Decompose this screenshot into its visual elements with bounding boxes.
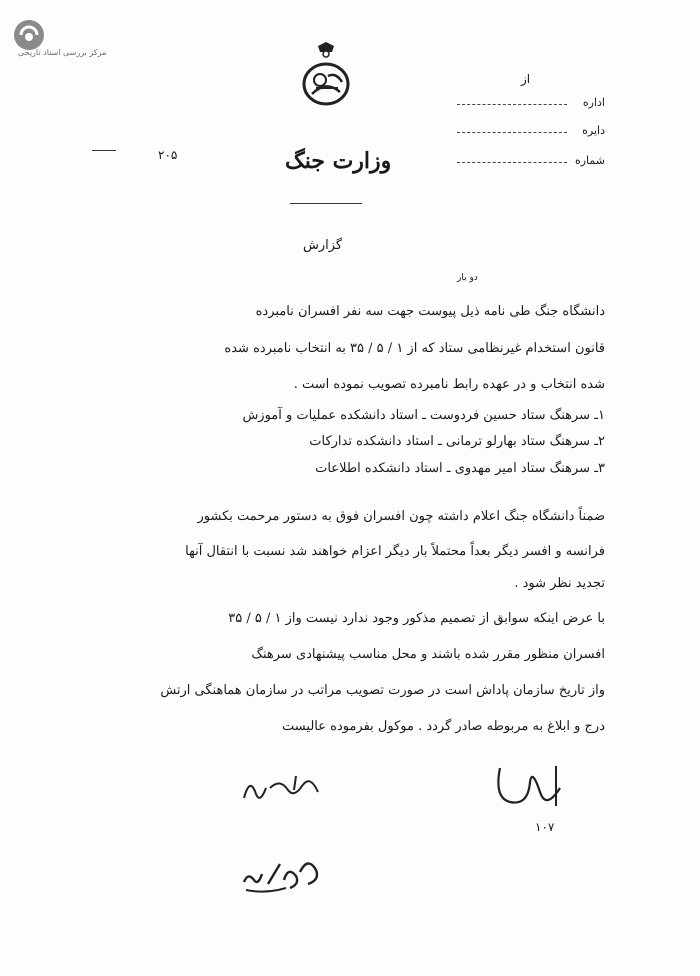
- meta-line: [457, 132, 567, 133]
- body-line: با عرض اینکه سوابق از تصمیم مذکور وجود ندارد نیست واز ۱ / ۵ / ۳۵: [228, 611, 605, 626]
- left-dash: [92, 150, 116, 151]
- date-mark: ۲۰۵: [158, 148, 178, 162]
- body-line: فرانسه و افسر دیگر بعداً محتملاً بار دیگر اعزام خواهند شد نسبت با انتقال آنها: [185, 544, 605, 559]
- lion-and-sun-emblem-icon: [298, 40, 354, 110]
- meta-label-office: اداره: [582, 96, 605, 109]
- watermark-text: مرکز بررسی اسناد تاریخی: [18, 48, 107, 57]
- meta-label-number: شماره: [574, 154, 605, 167]
- meta-line: [457, 162, 567, 163]
- ministry-underline: [290, 203, 362, 204]
- az-label: از: [521, 72, 531, 86]
- ministry-title: وزارت جنگ: [285, 148, 392, 174]
- list-item: ۳ـ سرهنگ ستاد امیر مهدوی ـ استاد دانشکده اطلاعات: [315, 461, 605, 476]
- repeat-tag: دو بار: [457, 273, 478, 283]
- subject-heading: گزارش: [303, 238, 343, 253]
- signature-right-icon: [490, 758, 575, 828]
- body-line: ضمناً دانشگاه جنگ اعلام داشته چون افسران فوق به دستور مرحمت بکشور: [197, 509, 605, 524]
- archive-logo-icon: [12, 18, 46, 52]
- body-line: درج و ابلاغ به مربوطه صادر گردد . موکول بفرموده عالیست: [282, 719, 605, 734]
- signature-left-icon: [236, 768, 336, 808]
- list-item: ۱ـ سرهنگ ستاد حسین فردوست ـ استاد دانشکده عملیات و آموزش: [242, 408, 605, 423]
- body-line: دانشگاه جنگ طی نامه ذیل پیوست جهت سه نفر افسران نامبرده: [255, 304, 605, 319]
- handwritten-number-icon: [238, 850, 328, 895]
- body-line: واز تاریخ سازمان پاداش است در صورت تصویب مراتب در سازمان هماهنگی ارتش: [160, 683, 605, 698]
- body-line: قانون استخدام غیرنظامی ستاد که از ۱ / ۵ / ۳۵ به انتخاب نامبرده شده: [224, 341, 605, 356]
- meta-label-division: دایره: [582, 124, 605, 137]
- body-line: افسران منظور مقرر شده باشند و محل مناسب پیشنهادی سرهنگ: [251, 647, 605, 662]
- meta-line: [457, 104, 567, 105]
- list-item: ۲ـ سرهنگ ستاد بهارلو ترمانی ـ استاد دانشکده تدارکات: [309, 434, 605, 449]
- body-line: شده انتخاب و در عهده رابط نامبرده تصویب نموده است .: [293, 377, 605, 392]
- body-line: تجدید نظر شود .: [514, 576, 605, 591]
- reference-number: ۱۰۷: [535, 820, 555, 834]
